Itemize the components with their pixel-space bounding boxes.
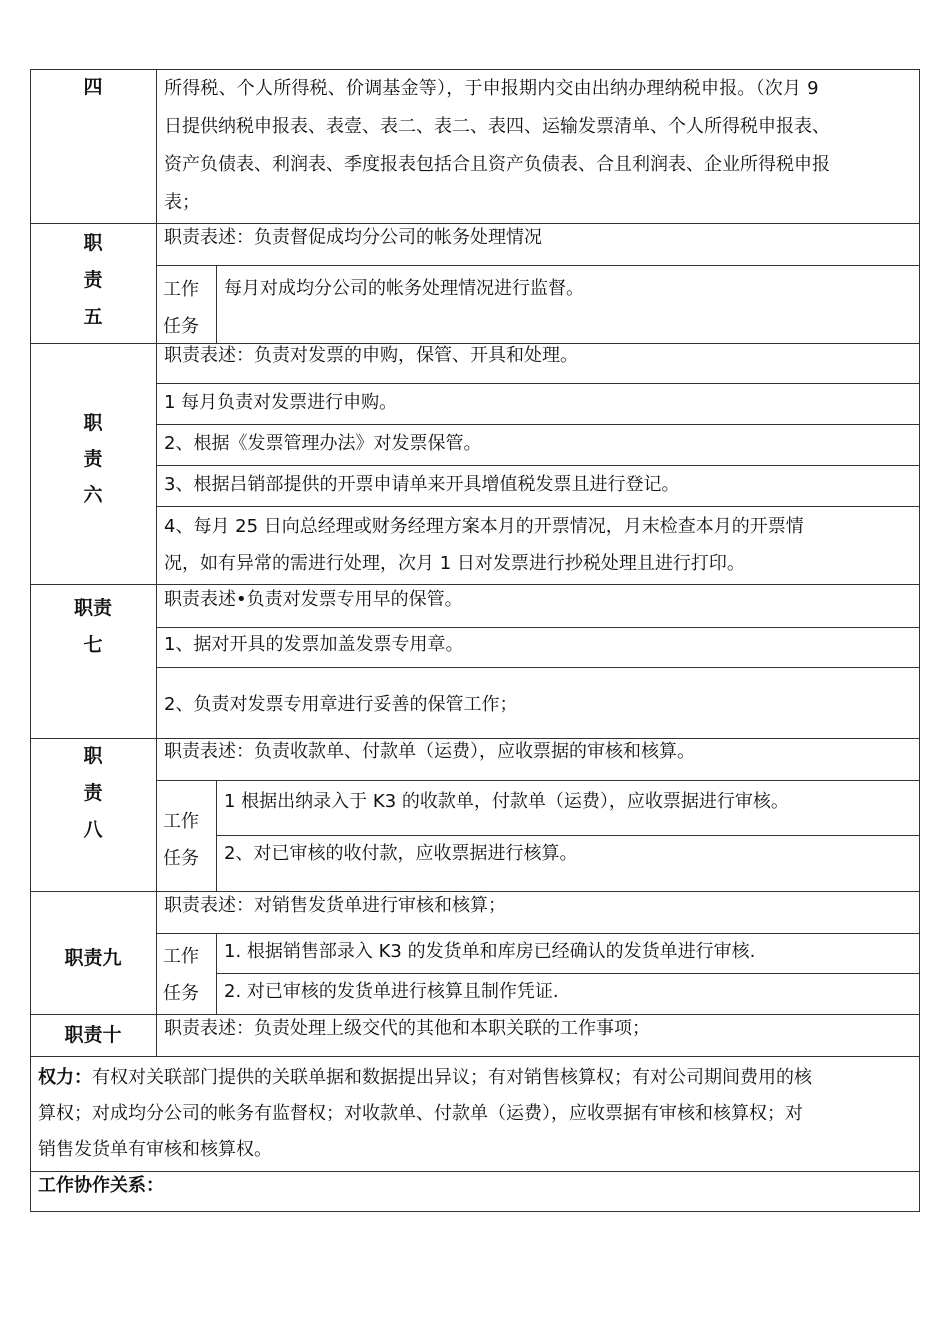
duty-9-task-label: 工作 — [163, 946, 199, 967]
duty-5-description: 职责表述：负责督促成均分公司的帐务处理情况 — [164, 227, 542, 248]
duty-5-label-char: 责 — [83, 269, 103, 291]
duty-4-line-2: 日提供纳税申报表、表壹、表二、表二、表四、运输发票清单、个人所得税申报表、 — [164, 116, 830, 137]
duty-8-task-1: 1 根据出纳录入于 K3 的收款单，付款单（运费），应收票据进行审核。 — [224, 791, 789, 812]
duty-8-label-char: 责 — [83, 782, 103, 804]
duty-7-label-char: 七 — [83, 634, 103, 656]
duty-6-item-1: 1 每月负责对发票进行申购。 — [164, 392, 398, 413]
duty-8-task-label: 工作 — [163, 811, 199, 832]
duty-8-label-char: 职 — [83, 745, 103, 767]
duty-7-description: 职责表述•负责对发票专用早的保管。 — [164, 589, 463, 610]
duty-5-task-label: 任务 — [163, 316, 199, 337]
duty-6-divider — [156, 506, 920, 507]
duty-4-label: 四 — [83, 76, 103, 98]
duty-10-label: 职责十 — [64, 1024, 122, 1046]
duty-6-item-3: 3、根据吕销部提供的开票申请单来开具增值税发票且进行登记。 — [164, 474, 680, 495]
duty-8-desc-divider — [156, 780, 920, 781]
duty-5-label-char: 职 — [83, 232, 103, 254]
duty-8-task-label: 任务 — [163, 848, 199, 869]
label-column-divider — [156, 69, 157, 1056]
duty-9-description: 职责表述：对销售发货单进行审核和核算； — [164, 895, 506, 916]
duty-10-description: 职责表述：负责处理上级交代的其他和本职关联的工作事项； — [164, 1018, 650, 1039]
duty-6-item-4: 4、每月 25 日向总经理或财务经理方案本月的开票情况，月末检查本月的开票情 — [164, 516, 804, 537]
power-line-2: 算权；对成均分公司的帐务有监督权；对收款单、付款单（运费），应收票据有审核和核算权；对 — [38, 1103, 803, 1124]
duty-9-task-label: 任务 — [163, 983, 199, 1004]
duty-9-task-2: 2. 对已审核的发货单进行核算且制作凭证. — [224, 981, 559, 1002]
row-divider — [30, 1056, 920, 1057]
duty-9-label: 职责九 — [64, 947, 122, 969]
duty-6-label-char: 六 — [83, 484, 103, 506]
duty-7-label-char: 职责 — [73, 597, 112, 619]
duty-5-task-1: 每月对成均分公司的帐务处理情况进行监督。 — [224, 278, 584, 299]
duty-5-task-divider — [216, 265, 217, 343]
duty-6-item-4-cont: 况，如有异常的需进行处理，次月 1 日对发票进行抄税处理且进行打印。 — [164, 553, 745, 574]
duty-6-item-2: 2、根据《发票管理办法》对发票保管。 — [164, 433, 482, 454]
power-label: 权力： — [38, 1067, 92, 1088]
duty-7-divider — [156, 667, 920, 668]
duty-6-label-char: 职 — [83, 412, 103, 434]
duty-9-task-1: 1. 根据销售部录入 K3 的发货单和库房已经确认的发货单进行审核. — [224, 941, 756, 962]
duty-8-label-char: 八 — [83, 819, 103, 841]
power-line-3: 销售发货单有审核和核算权。 — [38, 1139, 272, 1160]
power-text: 有权对关联部门提供的关联单据和数据提出异议；有对销售核算权；有对公司期间费用的核 — [92, 1067, 812, 1088]
duty-6-label-char: 责 — [83, 448, 103, 470]
power-line-1 — [38, 1059, 812, 1097]
duty-4-line-1: 所得税、个人所得税、价调基金等），于申报期内交由出纳办理纳税申报。（次月 9 — [164, 78, 819, 99]
duty-5-task-label: 工作 — [163, 279, 199, 300]
duty-6-description: 职责表述：负责对发票的申购，保管、开具和处理。 — [164, 345, 578, 366]
duty-7-item-1: 1、据对开具的发票加盖发票专用章。 — [164, 634, 464, 655]
duty-5-label-char: 五 — [83, 306, 103, 328]
duty-5-desc-divider — [156, 265, 920, 266]
duty-4-line-3: 资产负债表、利润表、季度报表包括合且资产负债表、合且利润表、企业所得税申报 — [164, 154, 830, 175]
duty-4-line-4: 表； — [164, 192, 200, 213]
cooperation-label: 工作协作关系： — [38, 1175, 164, 1196]
duty-8-description: 职责表述：负责收款单、付款单（运费），应收票据的审核和核算。 — [164, 741, 695, 762]
duty-8-task-2: 2、对已审核的收付款，应收票据进行核算。 — [224, 843, 578, 864]
duty-7-item-2: 2、负责对发票专用章进行妥善的保管工作； — [164, 694, 518, 715]
